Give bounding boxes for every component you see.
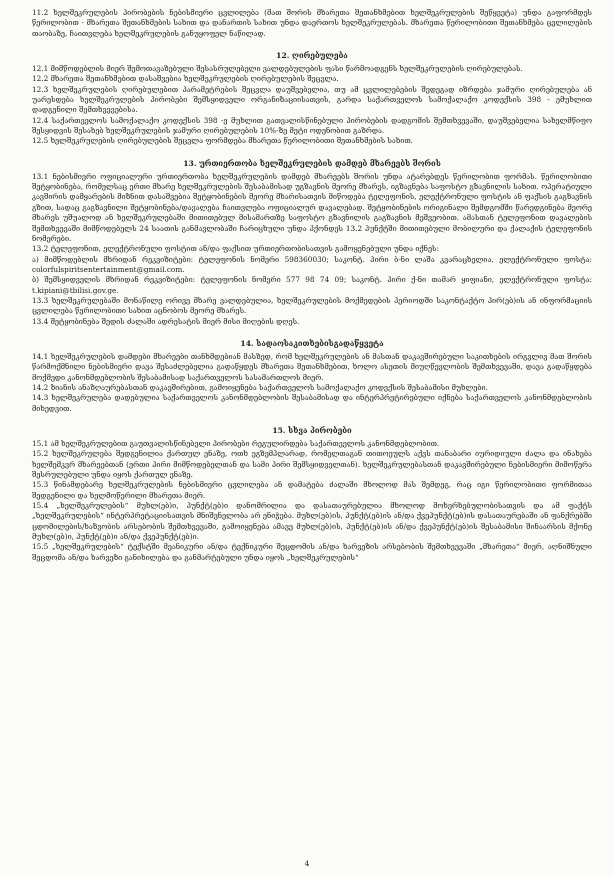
paragraph: 15.4 „ხელშეკრულების“ მუხლ(ებ)ი, პუნქტ(ებ)ი დანომრილია და დასათაურებულია მხოლოდ მოხერხებულობისათვის და ამ ფაქტს „ხელშეკრულების“ ინტერპრეტაციისათვის მნიშვნელობა არ ენიჭება. მუხლ(ებ)ის, პუნქტ(ებ)ის ან/და ქვეპუნქტ(ებ)ის დასათაურებაში ან ფანქრებში ცდომილების/ხაზვობის არსებობის შემთხვევაში, გამოიყენება ამავე მუხლ(ებ)ის, პუნქტ(ებ)ის ან/და ქვეპუნქტ(ებ)ის შესაბამისი შინაარსის მქონე მუხლ(ებ)ი, პუნქტ(ებ)ი ან/და ქვეპუნქტ(ებ)ი. [32, 501, 592, 542]
section-heading: 14. სადაოსაკითხებისგადაწყვეტა [240, 338, 384, 348]
paragraph: 13.4 შეტყობინება შედის ძალაში ადრესატის მიერ მისი მიღების დღეს. [32, 316, 300, 326]
paragraph: 12.2 მხარეთა შეთანხმებით დასაშვებია ხელშეკრულების ღირებულების შეცვლა. [32, 74, 339, 84]
section-heading: 13. ურთიერთობა ხელშეკრულების დამდებ მხარეებს შორის [183, 158, 441, 168]
paragraph: 12.3 ხელშეკრულების ღირებულებით პარამეტრების შეცვლა დაუშვებელია, თუ ამ ცვლილებების შედეგად იზრდება ჯამური ღირებულება ან უარესდება ხელშეკრულების პირობები შემსყიდველი ორგანიზაციისათვის, გარდა საქართველოს სამოქალაქო კოდექსის 398 - ემუხლით დადგენილი შემთხვევებისა. [32, 84, 592, 115]
spacer [32, 327, 592, 338]
spacer [32, 147, 592, 158]
paragraph: 11.2 ხელშეკრულების პირობების ნებისმიერი ცვლილება (მათ შორის მხარეთა შეთანხმებით ხელშეკრულების შეწყვეტა) უნდა გაფორმდეს წერილობით - მხარეთა შეთანხმების სახით და დანართის სახით უნდა დაერთოს ხელშეკრულებას. მხარეთა წერილობითი შეთანხმება ცვლილების თაობაზე, ჩაითვლება ხელშეკრულების განუყოფელ ნაწილად. [32, 8, 592, 38]
spacer [32, 414, 592, 425]
paragraph: 15.3 წინამდებარე ხელშეკრულების ნებისმიერი ცვლილება ან დამატება ძალაში მხოლოდ მას შემდეგ, რაც იგი წერილობითი ფორმითაა შედგენილი და ხელმოწერილი მხარეთა მიერ. [32, 480, 592, 500]
paragraph: 14.3 ხელშეკრულება დადებულია საქართველოს კანონმდებლობის შესაბამისად და ინტერპრეტირებული იქნება საქართველოს კანონმდებლობის მიხედვით. [32, 393, 592, 413]
spacer [32, 39, 592, 50]
paragraph: 13.2 ტელეფონით, ელექტრონული ფოსტით ან/და ფაქსით ურთიერთობისათვის გამოყენებული უნდა იქნეს: [32, 244, 439, 254]
paragraph: 12.1 მიმწოდებლის მიერ შემოთავაზებული შესასრულებელი ვალდებულების ფასი წარმოადგენს ხელშეკრულების ღირებულებას. [32, 64, 523, 74]
paragraph: 14.1 ხელშეკრულების დამდები მხარეები თანხმდებიან მასზედ, რომ ხელშეკრულების ან მასთან დაკავშირებული საკითხების ირგვლივ მათ შორის წარმოქმნილი ნებისმიერი დავა შესაძლებელია გადაწყდეს მხარეთა შეთანხმებით, ხოლო ასეთის მიუღწევლობის შემთხვევაში, დავა გადაწყდება მოქმედი კანონმდებლობის შესაბამისად საქართველოს სასამართლოს მიერ. [32, 351, 592, 382]
paragraph: 12.5 ხელშეკრულების ღირებულების შეცვლა ფორმდება მხარეთა წერილობითი შეთანხმების სახით. [32, 136, 413, 146]
section-heading: 15. სხვა პირობები [272, 426, 352, 435]
paragraph: 15.5 „ხელშეკრულების“ ტექსტში მეანიკური ან/და ტექნიკური შეცდომის ან/და ხარვეზის არსებობის შემთხვევაში „მხარეთა“ მიერ, აღნიშნული შეცდომა ან/და ხარვეზი განიხილება და განმარტებული უნდა იყოს „ხელშეკრულების“ [32, 542, 592, 562]
section-heading: 12. ღირებულება [276, 51, 348, 61]
paragraph: ა) მიმწოდებლის მხრიდან რეკვიზიტები: ტელეფონის ნომერი 598360030; საკონტ. პირი ბ-ნი ლაშა კვარაცხელია, ელექტრონული ფოსტა: colorfulspiritsentertainment@gmail.com. [32, 254, 592, 274]
paragraph: 13.1 ნებისმიერი ოფიციალური ურთიერთობა ხელშეკრულების დამდებ მხარეებს შორის უნდა ატარებდეს წერილობით ფორმას. წერილობითი შეტყობინება, რომელსაც ერთი მხარე ხელშეკრულების შესაბამისად უგზავნის მეორე მხარეს, იგზავნება საფოსტო გზავნილის სახით. ოპერატიული კავშირის დამყარების მიზნით დასაშვებია შეტყობინების მეორე მხარისათვის მიწოდება ტელეფონის, ელექტრონული ფოსტის ან ფაქსის გაგზავნის გზით, სადაც გაგზავნილი შეტყობინება/დავალება ჩაითვლება ოფიციალურ დავალებად. შეტყობინების ორიგინალი შემდგომში წარედგინება მეორე მხარეს უშუალოდ ან ხელშეკრულებაში მითითებულ მისამართზე საფოსტო გზავნილის გაგზავნის მეშვეობით. ამასთან ტელეფონით დავალების შემთხვევაში მიმწოდებელს 24 საათის განმავლობაში ჩარიცხული უნდა ჰქონდეს 13.2 პუნქტში მითითებული მობილური და ქალაქის ტელეფონის ნომერები. [32, 171, 592, 243]
paragraph: 15.2 ხელშეკრულება შედგენილია ქართულ ენაზე, ოთხ ეგზემპლარად, რომელთაგან თითოეულს აქვს თანაბარი იურიდიული ძალა და ინახება ხელშემკვრ მხარეებთან (ერთი პირი მიმწოდებელთან და სამი პირი შემსყიდველთან). ხელშეკრულებასთან დაკავშირებული ნებისმიერი მიმოწერა შესრულებული უნდა იყოს ქართულ ენაზე. [32, 449, 592, 480]
paragraph: 14.2 ზიანის ანაზღაურებასთან დაკავშირებით, გამოიყენება საქართველოს სამოქალაქო კოდექსის შესაბამისი მუხლები. [32, 382, 488, 392]
paragraph: 13.3 ხელშეკრულებაში მონაწილე ორივე მხარე ვალდებულია, ხელშეკრულების მოქმედების პერიოდში საკონტაქტო პირ(ებ)ის ან ინფორმაციის ცვლილება წერილობითი სახით აცნობოს მეორე მხარეს. [32, 295, 592, 316]
document-body [32, 8, 592, 563]
page-number: 4 [304, 859, 310, 868]
paragraph: 15.1 ამ ხელშეკრულებით გაუთვალისწინებელი პირობები რეგულირდება საქართველოს კანონმდებლობით. [32, 439, 440, 448]
paragraph: 12.4 საქართველოს სამოქალაქო კოდექსის 398 -ე მუხლით გათვალისწინებული პირობების დადგომის შემთხვევაში, დაუშვებელია სახელმწიფო შესყიდვის შესახებ ხელშეკრულების ჯამური ღირებულების 10%-ზე მეტი ოდენობით გაზრდა. [32, 115, 592, 136]
paragraph: ბ) შემსყიდველის მხრიდან რეკვიზიტები: ტელეფონის ნომერი 577 98 74 09; საკონტ. პირი ქ-ნი თამარ ყიფიანი, ელექტრონული ფოსტა: t.kipiani@tbilisi.gov.ge. [32, 275, 592, 295]
